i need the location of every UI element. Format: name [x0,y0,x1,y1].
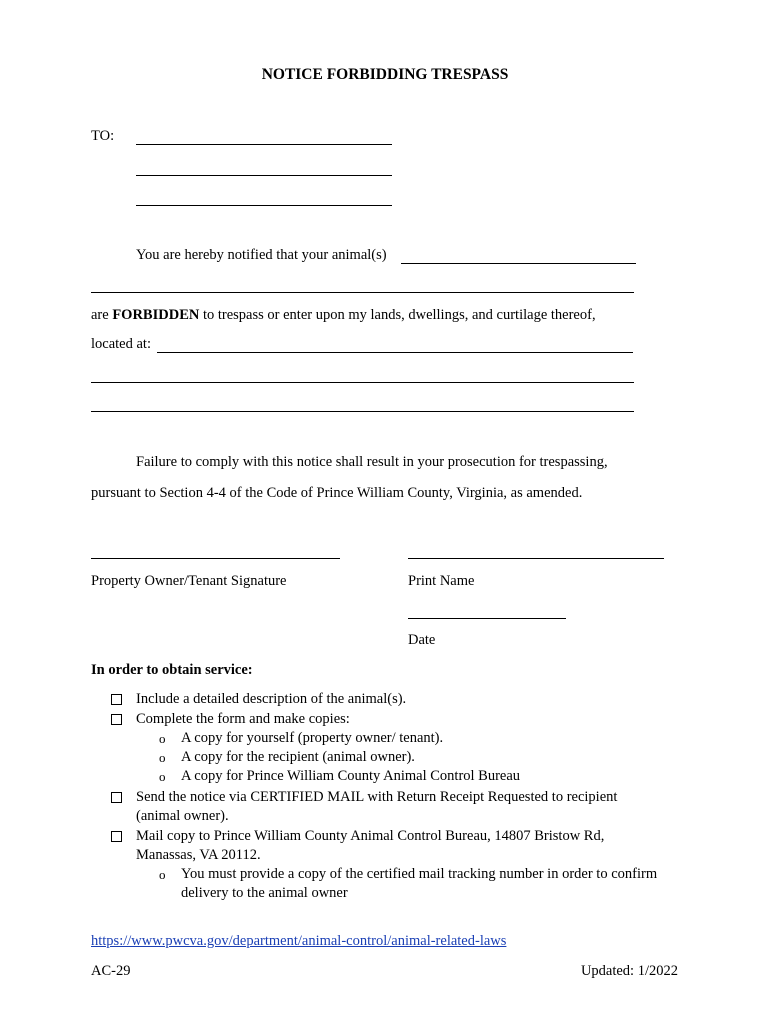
location-line-1[interactable] [157,352,633,353]
location-line-3[interactable] [91,411,634,412]
animal-line-1[interactable] [401,263,636,264]
location-line-2[interactable] [91,382,634,383]
to-line-3[interactable] [136,205,392,206]
forbidden-sentence [91,307,596,324]
checkbox-icon [111,693,122,710]
print-name-line[interactable] [408,558,664,559]
laws-link-wrap [91,933,506,950]
forbidden-post: to trespass or enter upon my lands, dwellings, and curtilage thereof, [202,307,596,323]
service-subitem: You must provide a copy of the certified mail tracking number in order to confirm [181,866,658,882]
forbidden-pre: are [91,307,109,323]
service-heading: In order to obtain service: [91,662,253,678]
date-line[interactable] [408,618,566,619]
service-item-cont: Manassas, VA 20112. [136,847,261,863]
signature-label: Property Owner/Tenant Signature [91,573,287,589]
date-label: Date [408,632,436,648]
to-line-1[interactable] [136,144,392,145]
signature-line[interactable] [91,558,340,559]
service-subitem: A copy for Prince William County Animal Control Bureau [181,768,521,784]
service-subitem: A copy for yourself (property owner/ tenant). [181,730,444,746]
checkbox-icon [111,830,122,847]
sub-bullet-icon: o [159,750,166,765]
service-item: Include a detailed description of the animal(s). [136,691,407,707]
notify-text: You are hereby notified that your animal(s) [136,247,387,263]
to-line-2[interactable] [136,175,392,176]
service-subitem: A copy for the recipient (animal owner). [181,749,415,765]
failure-line-1: Failure to comply with this notice shall result in your prosecution for trespassing, [136,454,608,470]
animal-line-2[interactable] [91,292,634,293]
service-item-cont: (animal owner). [136,808,229,824]
form-code: AC-29 [91,963,131,979]
service-item: Send the notice via CERTIFIED MAIL with Return Receipt Requested to recipient [136,789,618,805]
checkbox-icon [111,713,122,730]
sub-bullet-icon: o [159,769,166,784]
to-label: TO: [91,128,115,144]
sub-bullet-icon: o [159,731,166,746]
updated-date: Updated: 1/2022 [580,963,678,979]
forbidden-word: FORBIDDEN [112,307,200,323]
print-name-label: Print Name [408,573,475,589]
service-subitem-cont: delivery to the animal owner [181,885,348,901]
page-title: NOTICE FORBIDDING TRESPASS [261,66,509,83]
service-item: Mail copy to Prince William County Animal Control Bureau, 14807 Bristow Rd, [136,828,605,844]
checkbox-icon [111,791,122,808]
located-label: located at: [91,336,151,352]
animal-laws-link[interactable]: https://www.pwcva.gov/department/animal-control/animal-related-laws [91,933,507,949]
service-item: Complete the form and make copies: [136,711,350,727]
sub-bullet-icon: o [159,867,166,882]
failure-line-2: pursuant to Section 4-4 of the Code of Prince William County, Virginia, as amended. [91,485,583,501]
